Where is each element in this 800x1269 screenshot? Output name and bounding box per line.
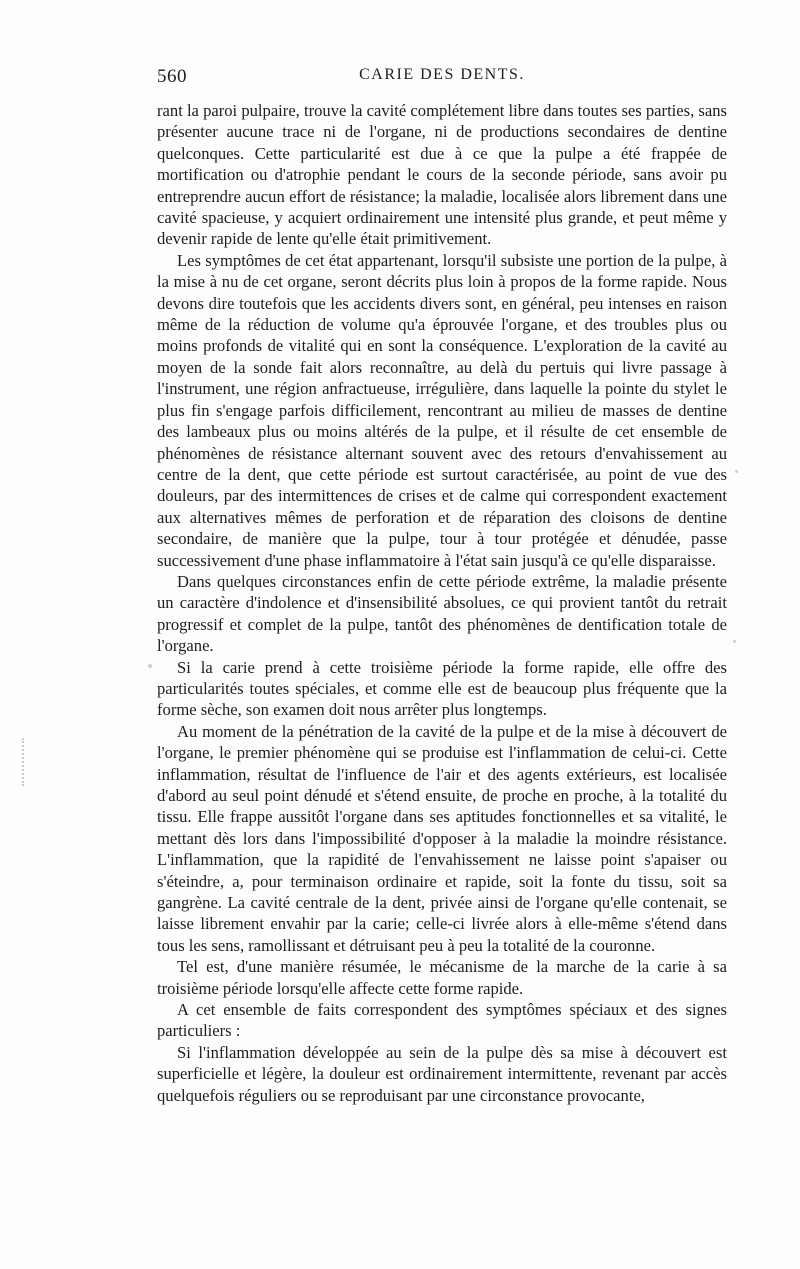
running-title: CARIE DES DENTS. xyxy=(359,66,525,83)
paragraph-continuation: rant la paroi pulpaire, trouve la cavité complétement libre dans toutes ses parties, sans présenter aucune trace ni de l'organe, ni de productions secondaires de dentine quelconques. Cette particularité est due à ce que la pulpe a été frappée de mortification ou d'atrophie pendant le cours de la seconde période, sans avoir pu entreprendre aucun effort de résistance; la maladie, localisée alors librement dans une cavité spacieuse, y acquiert ordinairement une intensité plus grande, et peut même y devenir rapide de lente qu'elle était primitivement. xyxy=(157,101,727,249)
paragraph: Dans quelques circonstances enfin de cette période extrême, la maladie présente un caractère d'indolence et d'insensibilité absolues, ce qui provient tantôt du retrait progressif et complet de la pulpe, tantôt des phénomènes de dentification totale de l'organe. xyxy=(157,571,727,656)
paragraph: Si la carie prend à cette troisième période la forme rapide, elle offre des particularités toutes spéciales, et comme elle est de beaucoup plus fréquente que la forme sèche, son examen doit nous arrêter plus longtemps. xyxy=(157,657,727,720)
body-text xyxy=(157,100,727,1106)
paragraph: Au moment de la pénétration de la cavité de la pulpe et de la mise à découvert de l'organe, le premier phénomène qui se produise est l'inflammation de celui-ci. Cette inflammation, résultat de l'influence de l'air et des agents extérieurs, est localisée d'abord au seul point dénudé et s'étend ensuite, de proche en proche, à la totalité du tissu. Elle frappe aussitôt l'organe dans ses aptitudes fonctionnelles et sa vitalité, le mettant dès lors dans l'impossibilité d'opposer à la maladie la moindre résistance. L'inflammation, que la rapidité de l'envahissement ne laisse point s'apaiser ou s'éteindre, a, pour terminaison ordinaire et rapide, soit la fonte du tissu, soit sa gangrène. La cavité centrale de la dent, privée ainsi de l'organe qu'elle contenait, se laisse librement envahir par la carie; celle-ci livrée alors à elle-même s'étend dans tous les sens, ramollissant et détruisant peu à peu la totalité de la couronne. xyxy=(157,721,727,955)
paragraph: A cet ensemble de faits correspondent des symptômes spéciaux et des signes particuliers : xyxy=(157,1000,727,1041)
paragraph: Si l'inflammation développée au sein de la pulpe dès sa mise à découvert est superficielle et légère, la douleur est ordinairement intermittente, revenant par accès quelquefois réguliers ou se reproduisant par une circonstance provocante, xyxy=(157,1042,727,1105)
running-head xyxy=(157,66,727,92)
paper-speck xyxy=(735,470,738,473)
paper-speck xyxy=(148,664,152,668)
paragraph: Les symptômes de cet état appartenant, lorsqu'il subsiste une portion de la pulpe, à la mise à nu de cet organe, seront décrits plus loin à propos de la forme rapide. Nous devons dire toutefois que les accidents divers sont, en général, peu intenses en raison même de la réduction de volume qu'a éprouvée l'organe, et des troubles plus ou moins profonds de vitalité qui en sont la conséquence. L'exploration de la cavité au moyen de la sonde fait alors reconnaître, au delà du pertuis qui livre passage à l'instrument, une région anfractueuse, irrégulière, dans laquelle la pointe du stylet le plus fin s'engage parfois difficilement, rencontrant au milieu de masses de dentine des lambeaux plus ou moins altérés de la pulpe, et il résulte de cet ensemble de phénomènes de résistance alternant souvent avec des retours d'envahissement au centre de la dent, que cette période est surtout caractérisée, au point de vue des douleurs, par des intermittences de crises et de calme qui correspondent exactement aux alternatives mêmes de perforation et de réparation des cloisons de dentine secondaire, de manière que la pulpe, tour à tour protégée et dénudée, passe successivement d'une phase inflammatoire à l'état sain jusqu'à ce qu'elle disparaisse. xyxy=(157,250,727,570)
paragraph: Tel est, d'une manière résumée, le mécanisme de la marche de la carie à sa troisième période lorsqu'elle affecte cette forme rapide. xyxy=(157,957,727,998)
page-number: 560 xyxy=(157,66,187,87)
margin-mark xyxy=(22,738,27,786)
paper-speck xyxy=(733,640,736,643)
